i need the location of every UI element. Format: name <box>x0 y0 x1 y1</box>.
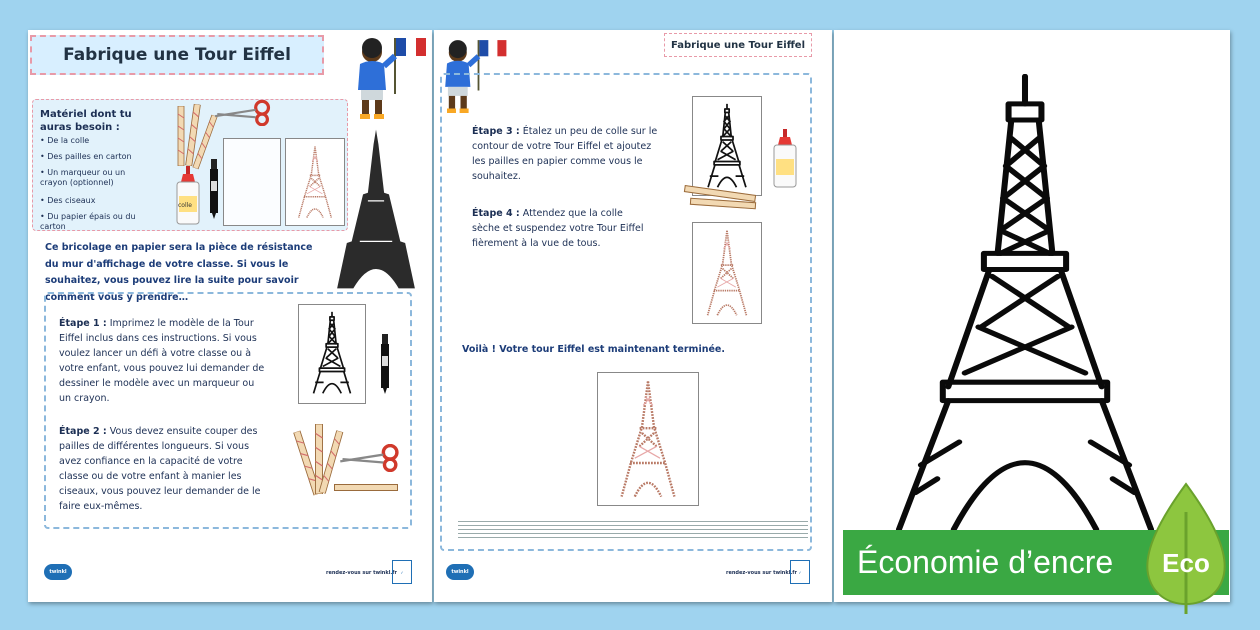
material-item: • Des ciseaux <box>40 196 96 205</box>
material-item-text: Des pailles en carton <box>47 152 132 161</box>
worksheet-page-2 <box>434 30 832 602</box>
material-item: • Du papier épais ou du carton <box>40 212 136 231</box>
step-2-label: Étape 2 : <box>59 426 107 437</box>
tower-template-image <box>692 96 762 196</box>
page-title: Fabrique une Tour Eiffel <box>30 35 324 75</box>
eco-badge: Eco <box>1162 548 1210 578</box>
step-1-text: Imprimez le modèle de la Tour Eiffel inclus dans ces instructions. Si vous voulez lancer un défi à votre classe ou à votre enfant, vous pouvez lui demander de dessiner le modèle avec un marqueur ou un crayon. <box>59 318 265 404</box>
material-item-text: Des ciseaux <box>47 196 96 205</box>
eiffel-tower-icon <box>608 379 688 499</box>
step-3-text: Étalez un peu de colle sur le contour de votre Tour Eiffel et ajoutez les pailles en papier comme vous le souhaitez. <box>472 126 658 182</box>
marker-icon <box>380 330 390 398</box>
material-item: • Des pailles en carton <box>40 152 132 161</box>
glue-label: colle <box>178 202 192 209</box>
scissors-icon <box>213 100 277 126</box>
thick-paper-image <box>223 138 281 226</box>
twinkl-logo[interactable]: twinkl <box>44 564 72 580</box>
step-3 <box>472 124 662 184</box>
finished-tower-image <box>597 372 699 506</box>
material-item: • De la colle <box>40 136 90 145</box>
material-item: • Un marqueur ou un crayon (optionnel) <box>40 168 126 187</box>
boy-with-flag-icon <box>350 34 430 124</box>
eiffel-tower-icon <box>701 229 753 317</box>
eiffel-tower-icon <box>324 128 428 290</box>
marker-icon <box>209 158 219 220</box>
step-4 <box>472 206 652 251</box>
glue-bottle-icon <box>173 166 203 226</box>
material-item-text: Du papier épais ou du carton <box>40 212 136 231</box>
footer-url[interactable]: rendez-vous sur twinkl.fr <box>726 570 797 576</box>
quality-badge-icon: ✓ <box>790 560 810 584</box>
eco-label: Économie d’encre <box>857 544 1114 580</box>
intro-text: Ce bricolage en papier sera la pièce de résistance du mur d'affichage de votre classe. Si vous le souhaitez, vous pouvez lire la suite pour savoir comment vous y prendre… <box>45 242 313 303</box>
step-4-label: Étape 4 : <box>472 208 520 219</box>
step-2 <box>59 424 267 514</box>
quality-badge-icon: ✓ <box>392 560 412 584</box>
page-title: Fabrique une Tour Eiffel <box>664 33 812 57</box>
finished-tower-image <box>692 222 762 324</box>
disclaimer-text <box>458 518 808 540</box>
cut-straw <box>334 484 398 491</box>
step-4-text: Attendez que la colle sèche et suspendez votre Tour Eiffel fièrement à la vue de tous. <box>472 208 644 249</box>
steps-box <box>44 292 412 529</box>
completion-text: Voilà ! Votre tour Eiffel est maintenant terminée. <box>462 344 725 355</box>
material-item-text: Un marqueur ou un crayon (optionnel) <box>40 168 126 187</box>
materials-box <box>32 99 348 231</box>
eiffel-tower-icon <box>701 103 753 189</box>
eiffel-tower-icon <box>888 74 1162 534</box>
twinkl-logo[interactable]: twinkl <box>446 564 474 580</box>
tower-template-image <box>298 304 366 404</box>
materials-heading: Matériel dont tu auras besoin : <box>40 109 132 133</box>
step-3-label: Étape 3 : <box>472 126 520 137</box>
footer-url[interactable]: rendez-vous sur twinkl.fr <box>326 570 397 576</box>
worksheet-page-1 <box>28 30 432 602</box>
step-1 <box>59 316 267 406</box>
material-item-text: De la colle <box>47 136 90 145</box>
step-2-text: Vous devez ensuite couper des pailles de différentes longueurs. Si vous avez confiance en la capacité de votre classe ou de votre enfant à manier les ciseaux, vous pouvez leur demander de le faire eux-mêmes. <box>59 426 261 512</box>
glue-bottle-icon <box>770 124 800 194</box>
step-1-label: Étape 1 : <box>59 318 107 329</box>
eiffel-tower-icon <box>307 311 357 395</box>
scissors-icon <box>338 444 406 472</box>
